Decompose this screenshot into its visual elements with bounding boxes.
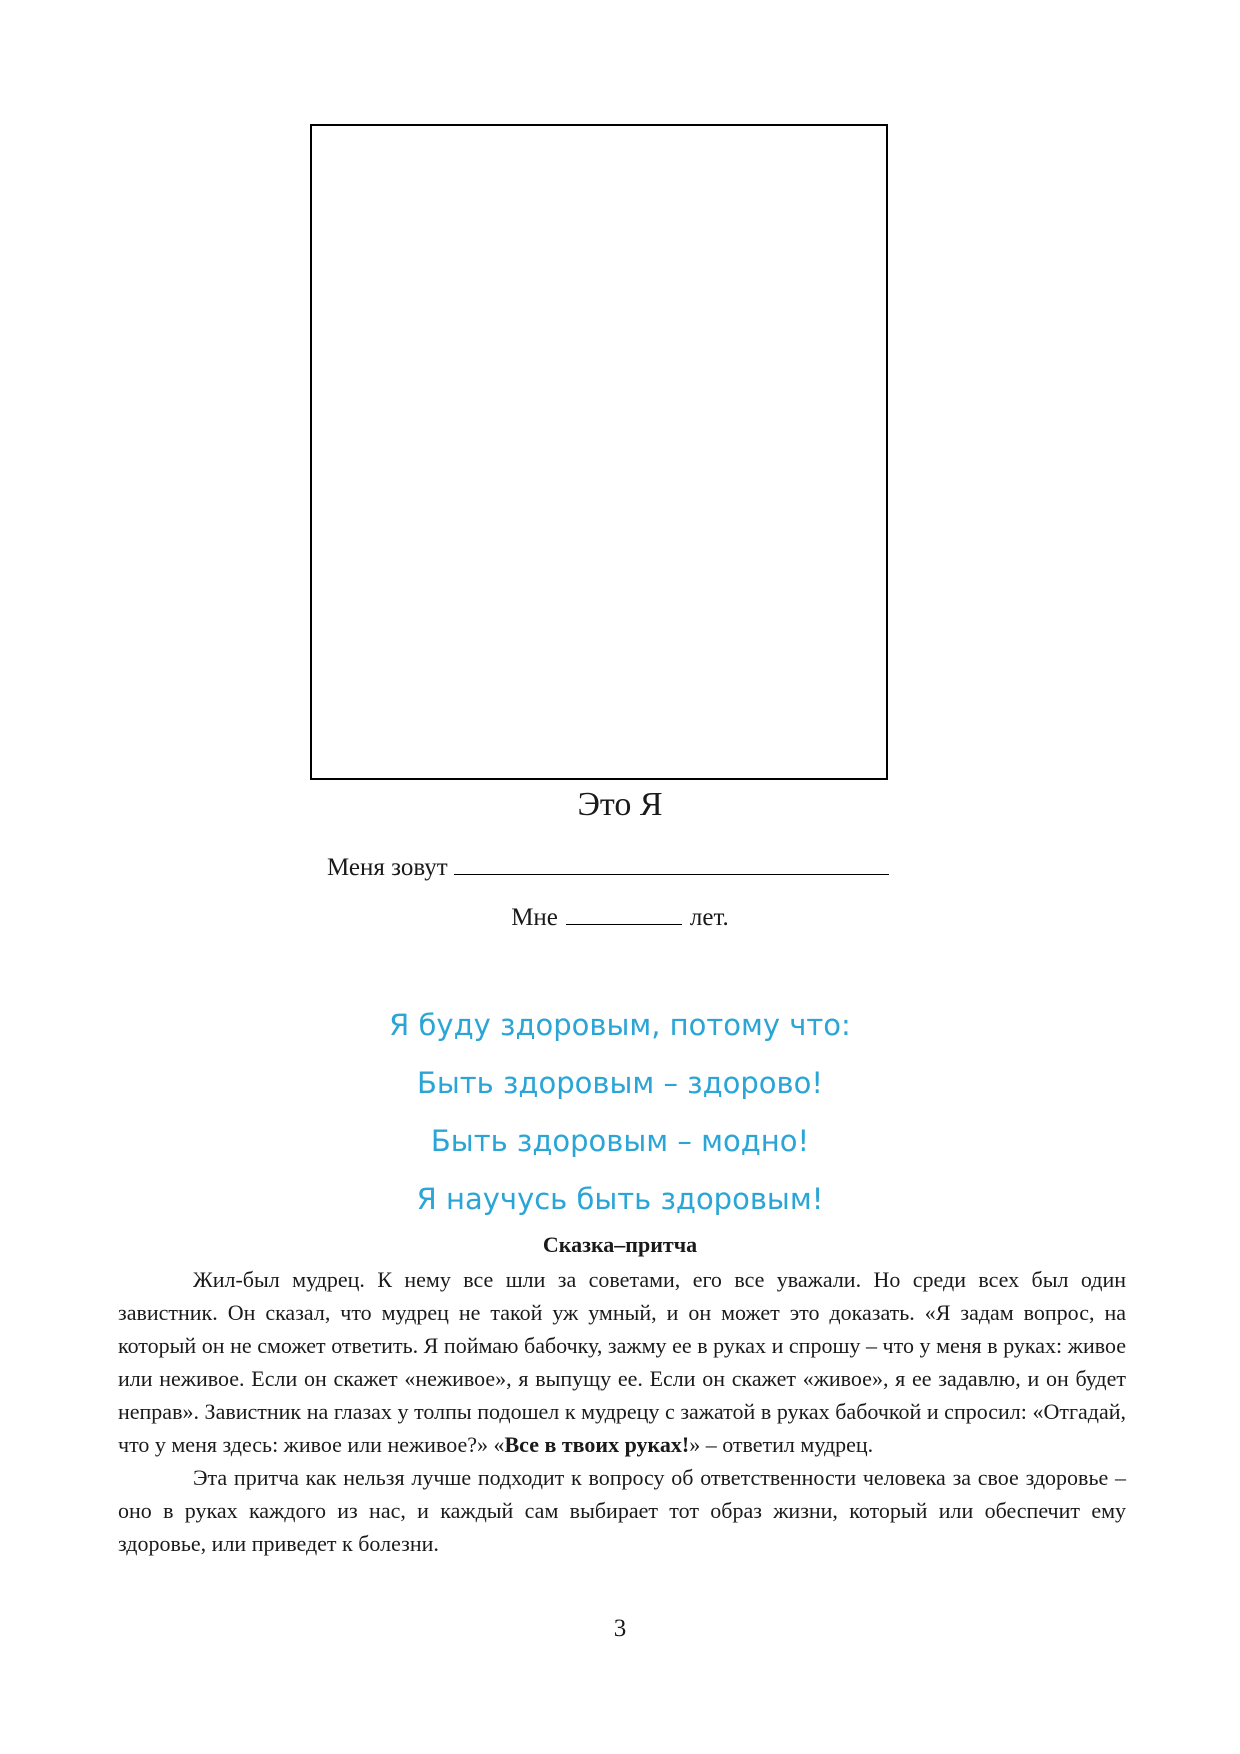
photo-placeholder-frame (310, 124, 888, 780)
slogan-line: Я буду здоровым, потому что: (389, 1008, 851, 1042)
age-line (0, 898, 1240, 934)
parable-key-phrase: Все в твоих руках! (504, 1432, 690, 1457)
parable-title: Сказка–притча (542, 1232, 698, 1257)
slogan-line: Быть здоровым – здорово! (417, 1066, 823, 1100)
slogans-block (0, 996, 1240, 1228)
parable-text (118, 1263, 1126, 1560)
name-line (327, 848, 889, 884)
name-blank-field[interactable] (454, 848, 889, 875)
age-prefix: Мне (511, 904, 558, 931)
name-label: Меня зовут (327, 854, 448, 881)
age-blank-field[interactable] (566, 898, 682, 925)
photo-caption: Это Я (577, 786, 663, 823)
parable-paragraph-1 (118, 1263, 1126, 1461)
age-suffix: лет. (689, 904, 729, 931)
parable-paragraph-1-end: » – ответил мудрец. (689, 1432, 874, 1457)
page-number: 3 (613, 1615, 627, 1642)
slogan-line: Я научусь быть здоровым! (416, 1182, 824, 1216)
parable-paragraph-2: Эта притча как нельзя лучше подходит к вопросу об ответственности человека за свое здоровье – оно в руках каждого из нас, и каждый сам выбирает тот образ жизни, который или обеспечит ему здоровье, или приведет к болезни. (118, 1465, 1126, 1556)
slogan-line: Быть здоровым – модно! (430, 1124, 810, 1158)
parable-paragraph-1-text: Жил-был мудрец. К нему все шли за советами, его все уважали. Но среди всех был один завистник. Он сказал, что мудрец не такой уж умный, и он может это доказать. «Я задам вопрос, на который он не сможет ответить. Я поймаю бабочку, зажму ее в руках и спрошу – что у меня в руках: живое или неживое. Если он скажет «неживое», я выпущу ее. Если он скажет «живое», я ее задавлю, и он будет неправ». Завистник на глазах у толпы подошел к мудрецу с зажатой в руках бабочкой и спросил: «Отгадай, что у меня здесь: живое или неживое?» « (118, 1267, 1126, 1457)
